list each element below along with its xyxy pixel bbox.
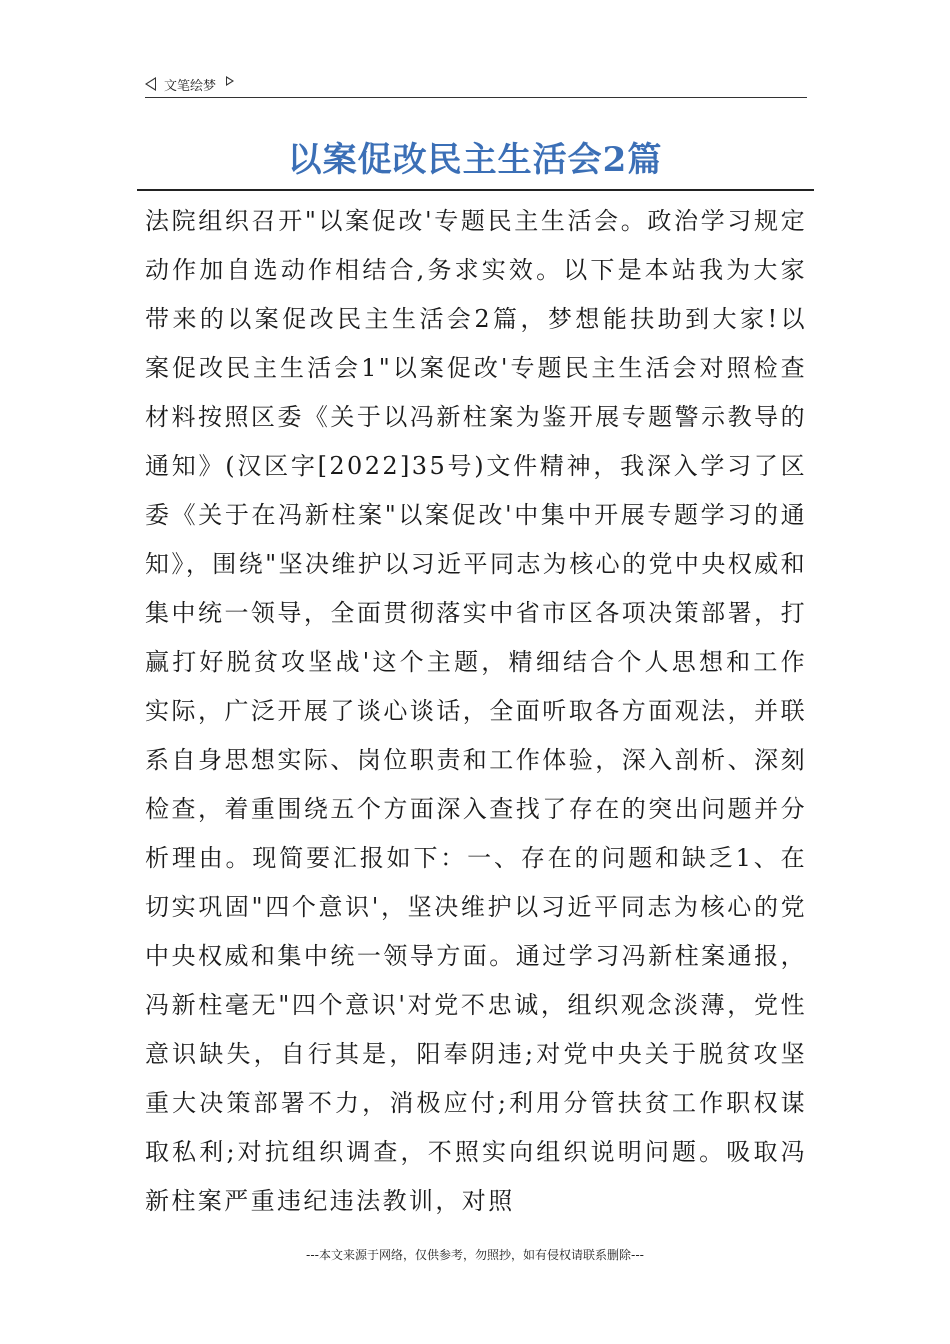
document-title: 以案促改民主生活会2篇 bbox=[287, 140, 663, 180]
brand-name: 文笔绘梦 bbox=[164, 78, 217, 94]
title-divider bbox=[137, 189, 814, 191]
triangle-left-icon bbox=[145, 77, 156, 91]
document-body: 法院组织召开"以案促改'专题民主生活会。政治学习规定动作加自选动作相结合,务求实效。以下是本站我为大家带来的以案促改民主生活会2篇，梦想能扶助到大家!以案促改民主生活会1"以案促改'专题民主生活会对照检查材料按照区委《关于以冯新柱案为鉴开展专题警示教导的通知》(汉区字[2022]35号)文件精神，我深入学习了区委《关于在冯新柱案"以案促改'中集中开展专题学习的通知》，围绕"坚决维护以习近平同志为核心的党中央权威和集中统一领导，全面贯彻落实中省市区各项决策部署，打赢打好脱贫攻坚战'这个主题，精细结合个人思想和工作实际，广泛开展了谈心谈话，全面听取各方面观法，并联系自身思想实际、岗位职责和工作体验，深入剖析、深刻检查，着重围绕五个方面深入查找了存在的突出问题并分析理由。现简要汇报如下：一、存在的问题和缺乏1、在切实巩固"四个意识'，坚决维护以习近平同志为核心的党中央权威和集中统一领导方面。通过学习冯新柱案通报，冯新柱毫无"四个意识'对党不忠诚，组织观念淡薄，党性意识缺失，自行其是，阳奉阴违;对党中央关于脱贫攻坚重大决策部署不力，消极应付;利用分管扶贫工作职权谋取私利;对抗组织调查，不照实向组织说明问题。吸取冯新柱案严重违纪违法教训，对照 bbox=[145, 207, 807, 1215]
page-header bbox=[145, 72, 807, 96]
header-divider bbox=[145, 97, 807, 98]
footer-notice: ---本文来源于网络，仅供参考，勿照抄，如有侵权请联系删除--- bbox=[306, 1248, 644, 1262]
triangle-right-icon bbox=[226, 76, 234, 86]
